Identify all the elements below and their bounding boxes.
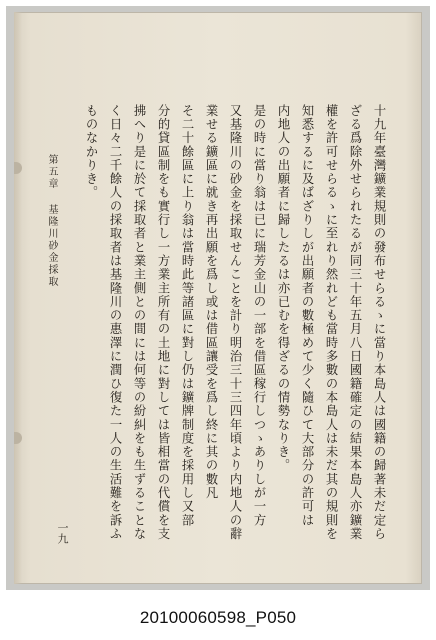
- binding-hole: [14, 432, 22, 444]
- book-page: [14, 12, 422, 584]
- body-text-line: そ二十餘區に上り翁は當時此等諸區に對し仍は鑛牌制度を採用し又部: [180, 104, 194, 528]
- running-head-section: 基隆川砂金採取: [46, 204, 57, 288]
- body-text-line: 業せる鑛區に就き再出願を爲し或は借區讓受を爲し終に其の數凡: [204, 104, 218, 500]
- body-text-line: 内地人の出願者に歸したるは亦已むを得ざるの情勢なりき。: [276, 104, 290, 473]
- body-text-line: 又基隆川の砂金を採取せんことを計り明治三十三四年頃より内地人の辭: [228, 104, 242, 541]
- body-text-line: ものなかりき。: [84, 104, 98, 200]
- body-text-line: く日々二千餘人の採取者は基隆川の惠澤に潤ひ復た一人の生活難を訴ふ: [108, 104, 122, 541]
- body-text-line: 是の時に當り翁は已に瑞芳金山の一部を借區稼行しつゝありしが一方: [252, 104, 266, 528]
- binding-hole: [14, 162, 22, 174]
- body-text-line: ざる爲除外せられたるが同三十年五月八日國籍確定の結果本島人亦鑛業: [348, 104, 362, 541]
- archive-caption: 20100060598_P050: [139, 608, 297, 627]
- running-head-chapter: 第五章: [46, 154, 57, 190]
- page-number: 一九: [56, 522, 69, 544]
- body-text-line: 十九年臺灣鑛業規則の發布せらるゝに當り本島人は國籍の歸著未だ定ら: [372, 104, 386, 541]
- body-text-line: 知悉するに及ばざりしが出願者の數極めて少く隨ひて大部分の許可は: [300, 104, 314, 528]
- body-text-line: 拂へり是に於て採取者と業主側との間には何等の紛糾をも生ずることな: [132, 104, 146, 541]
- body-text-line: 分的貸區制をも實行し一方業主所有の土地に對しては皆相當の代償を支: [156, 104, 170, 541]
- body-text-line: 權を許可せらるゝに至れり然れども當時多數の本島人は未だ其の規則を: [324, 104, 338, 541]
